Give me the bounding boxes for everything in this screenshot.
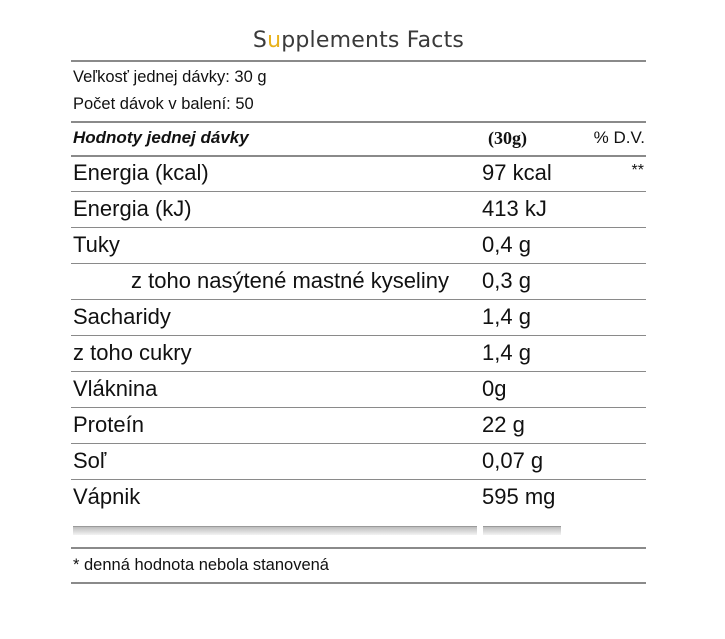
title-rest: pplements Facts (281, 28, 465, 53)
nutrient-row (71, 300, 646, 336)
nutrient-name: Sacharidy (73, 304, 171, 329)
nutrient-row (71, 336, 646, 372)
servings-per-container: Počet dávok v balení: 50 (73, 95, 254, 113)
serving-size: Veľkosť jednej dávky: 30 g (73, 68, 267, 86)
title-accent-letter: u (267, 28, 282, 53)
nutrient-row (71, 408, 646, 444)
header-amount: (30g) (488, 128, 527, 148)
nutrient-value: 0,3 g (482, 268, 531, 293)
nutrient-daily-value: ** (631, 162, 644, 179)
nutrient-value: 0,4 g (482, 232, 531, 257)
title-prefix: S (252, 28, 268, 53)
nutrient-row (71, 264, 646, 300)
nutrient-row (71, 156, 646, 192)
divider-top (71, 60, 646, 62)
nutrient-value: 0g (482, 376, 507, 401)
nutrient-value: 97 kcal (482, 160, 552, 185)
header-daily-value: % D.V. (593, 128, 645, 147)
nutrient-row (71, 228, 646, 264)
nutrient-value: 22 g (482, 412, 525, 437)
nutrient-row (71, 444, 646, 480)
nutrient-name: Energia (kJ) (73, 196, 192, 221)
nutrient-value: 413 kJ (482, 196, 547, 221)
nutrient-name: Soľ (73, 448, 107, 473)
nutrient-value: 1,4 g (482, 340, 531, 365)
divider-bottom (71, 582, 646, 584)
divider-header-top (71, 121, 646, 123)
nutrient-row (71, 480, 646, 516)
header-per-serving: Hodnoty jednej dávky (73, 128, 249, 147)
blank-row-value-field (483, 526, 561, 535)
nutrient-name: z toho nasýtené mastné kyseliny (131, 268, 449, 293)
nutrient-row (71, 372, 646, 408)
nutrient-value: 1,4 g (482, 304, 531, 329)
nutrient-name: Vápnik (73, 484, 141, 509)
nutrient-name: Proteín (73, 412, 144, 437)
panel-title (71, 28, 646, 53)
nutrient-name: Energia (kcal) (73, 160, 209, 185)
nutrient-name: z toho cukry (73, 340, 192, 365)
footnote: * denná hodnota nebola stanovená (73, 556, 329, 574)
nutrient-name: Vláknina (73, 376, 158, 401)
nutrient-value: 595 mg (482, 484, 556, 509)
blank-row-name-field (73, 526, 477, 535)
nutrient-value: 0,07 g (482, 448, 544, 473)
nutrient-row (71, 192, 646, 228)
nutrient-name: Tuky (73, 232, 120, 257)
divider-footnote-top (71, 547, 646, 549)
